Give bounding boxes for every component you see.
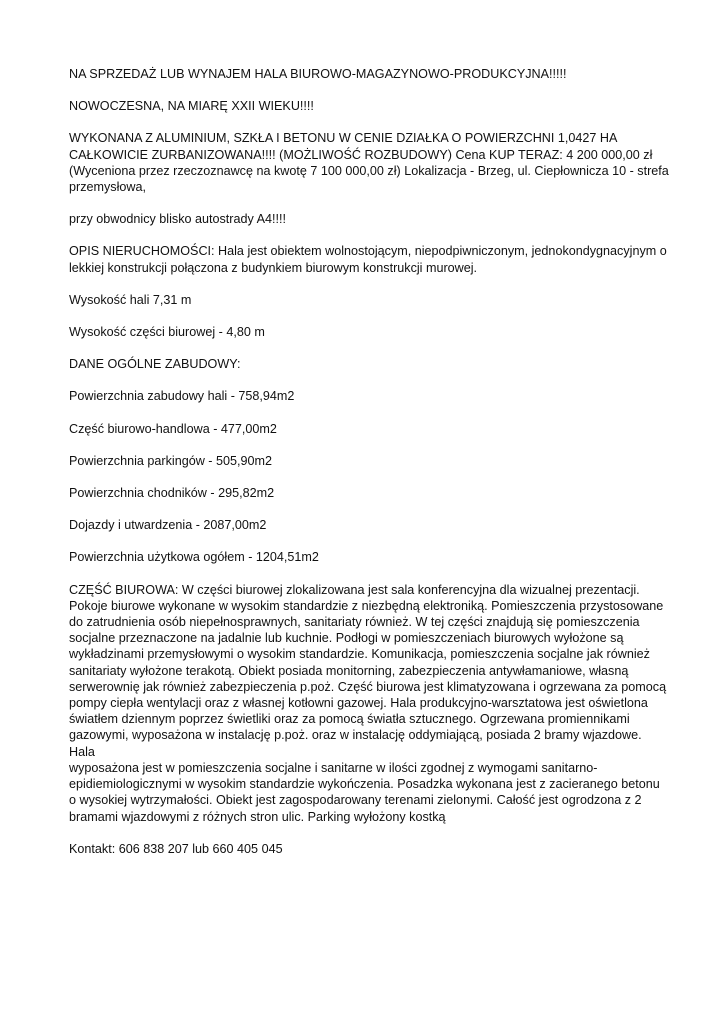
paragraph-office-section-part-1: CZĘŚĆ BIUROWA: W części biurowej zlokalizowana jest sala konferencyjna dla wizualnej prezentacji. Pokoje biurowe wykonane w wysokim standardzie z niezbędną elektroniką. Pomieszczenia przystosowane do zatrudnienia osób niepełnosprawnych, sanitariaty również. W tej części znajdują się pomieszczenia socjalne przeznaczone na jadalnie lub kuchnie. Podłogi w pomieszczeniach biurowych wyłożone są wykładzinami przemysłowymi o wysokim standardzie. Komunikacja, pomieszczenia socjalne jak również [69,582,664,662]
paragraph-office-commercial-area: Część biurowo-handlowa - 477,00m2 [69,421,277,436]
paragraph-sidewalk-area: Powierzchnia chodników - 295,82m2 [69,486,275,501]
paragraph-total-usable-area: Powierzchnia użytkowa ogółem - 1204,51m2 [69,550,319,565]
paragraph-parking-area: Powierzchnia parkingów - 505,90m2 [69,453,273,468]
paragraph-office-height: Wysokość części biurowej - 4,80 m [69,325,265,340]
paragraph-bypass-highway: przy obwodnicy blisko autostrady A4!!!! [69,212,287,227]
paragraph-office-section-part-2: sanitariaty wyłożone terakotą. Obiekt posiada monitorning, zabezpieczenia antywłamaniowe, własną serwerownię jak również zabezpieczenia p.poż. Część biurowa jest klimatyzowana i ogrzewana za pomocą pompy ciepła wentylacji oraz z własnej kotłowni gazowej. Hala produkcyjno-warsztatowa jest oświetlona światłem dziennym poprzez świetliki oraz za pomocą światła sztucznego. Ogrzewana promiennikami gazowymi, wyposażona w instalację p.poż. oraz w instalację oddymiającą, posiada 2 bramy wjazdowe. Hala [69,663,667,759]
paragraph-hall-height: Wysokość hali 7,31 m [69,292,192,307]
paragraph-construction-price-location: WYKONANA Z ALUMINIUM, SZKŁA I BETONU W CENIE DZIAŁKA O POWIERZCHNI 1,0427 HA CAŁKOWICIE ZURBANIZOWANA!!!! (MOŻLIWOŚĆ ROZBUDOWY) Cena KUP TERAZ: 4 200 000,00 zł (Wyceniona przez rzeczoznawcę na kwotę 7 100 000,00 zł) Lokalizacja - Brzeg, ul. Ciepłownicza 10 - strefa przemysłowa, [69,131,669,195]
paragraph-contact: Kontakt: 606 838 207 lub 660 405 045 [69,841,283,856]
document-page [69,66,669,873]
headline-modern: NOWOCZESNA, NA MIARĘ XXII WIEKU!!!! [69,99,314,114]
paragraph-property-description: OPIS NIERUCHOMOŚCI: Hala jest obiektem wolnostojącym, niepodpiwniczonym, jednokondygnacyjnym o lekkiej konstrukcji połączona z budynkiem biurowym konstrukcji murowej. [69,244,667,275]
heading-general-building-data: DANE OGÓLNE ZABUDOWY: [69,357,241,372]
headline-sale-or-rent: NA SPRZEDAŻ LUB WYNAJEM HALA BIUROWO-MAGAZYNOWO-PRODUKCYJNA!!!!! [69,67,567,81]
paragraph-office-section-part-3: wyposażona jest w pomieszczenia socjalne i sanitarne w ilości zgodnej z wymogami sanitarno-epidiemiologicznymi w wysokim standardzie wykończenia. Posadzka wykonana jest z zacieranego betonu o wysokiej wytrzymałości. Obiekt jest zagospodarowany terenami zielonymi. Całość jest ogrodzona z 2 bramami wjazdowymi z różnych stron ulic. Parking wyłożony kostką [69,760,660,824]
paragraph-driveways-area: Dojazdy i utwardzenia - 2087,00m2 [69,518,267,533]
paragraph-hall-built-area: Powierzchnia zabudowy hali - 758,94m2 [69,389,295,404]
